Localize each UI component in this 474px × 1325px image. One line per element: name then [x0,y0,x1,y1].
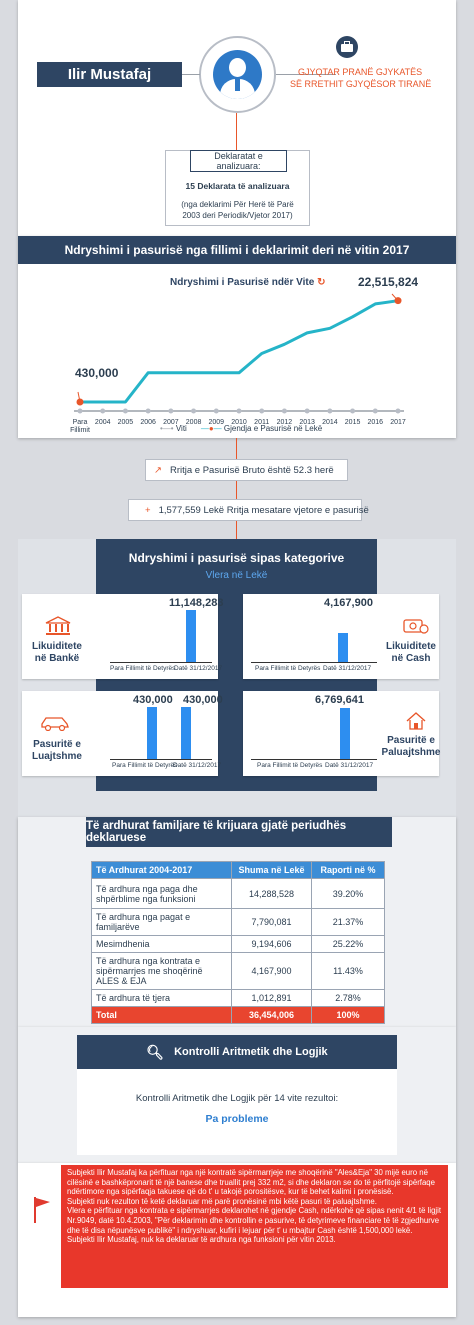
axis-label-before-movable: Para Fillimit të Detyrës [112,762,178,769]
x-tick-label: 2005 [117,419,134,426]
x-tick-dot [373,409,378,414]
x-tick-label: 2009 [208,419,225,426]
category-value-after-movable: 430,000 [183,694,223,706]
control-header [77,1035,397,1069]
axis-label-after-cash: Datë 31/12/2017 [323,665,372,672]
annual-growth-text: 1,577,559 Lekë Rritja mesatare vjetore e pasurisë [158,504,369,516]
table-row: Të ardhura nga paga dhe shpërblime nga funksioni 14,288,528 39.20% [92,879,385,909]
avatar [199,36,276,113]
growth-ratio-box [145,459,348,481]
x-tick-label: 2011 [254,419,270,426]
declarations-count: 15 Deklarata të analizuara [185,181,290,191]
legend-years-marker: •—• [160,424,174,433]
x-tick-label: 2016 [367,419,384,426]
bar-after-cash [338,633,348,662]
categories-title: Ndryshimi i pasurisë sipas kategorive [128,551,345,565]
declarations-box [165,150,310,226]
income-col-source: Të Ardhurat 2004-2017 [92,862,232,879]
category-label-immovable: Pasuritë e Paluajtshme [381,735,441,758]
bar-after-immovable [340,708,350,759]
x-tick-dot [214,409,219,414]
category-card-movable [22,691,223,776]
x-tick-dot [327,409,332,414]
briefcase-icon [336,36,358,58]
category-card-immovable [243,691,439,776]
category-value-after-immovable: 6,769,641 [315,694,364,706]
declarations-detail: (nga deklarimi Për Herë të Parë 2003 deri Periodik/Vjetor 2017) [181,200,294,220]
income-table-wrap [91,861,385,1024]
category-card-cash [243,594,439,679]
wealth-start-label: 430,000 [75,366,119,380]
control-result-line: Kontrolli Aritmetik dhe Logjik për 14 vite rezultoi: [135,1093,339,1104]
axis-label-after-bank: Datë 31/12/2017 [174,665,223,672]
category-value-after-cash: 4,167,900 [324,597,373,609]
axis-label-after-movable: Datë 31/12/2017 [173,762,222,769]
category-card-bank [22,594,224,679]
income-title: Të ardhurat familjare të krijuara gjatë periudhës deklaruese [86,820,347,844]
category-value-before-movable: 430,000 [133,694,173,706]
x-tick-dot [123,409,128,414]
x-tick-dot [168,409,173,414]
magnifier-chart-icon: 🔍︎ [146,1043,165,1060]
control-title: Kontrolli Aritmetik dhe Logjik [174,1046,328,1058]
income-col-amount: Shuma në Lekë [232,862,312,879]
control-result-value: Pa probleme [205,1113,269,1125]
wealth-point [77,399,84,406]
refresh-icon: ↻ [317,277,326,288]
note-text-1: Subjekti Ilir Mustafaj ka përfituar nga një kontratë sipërmarrjeje me shoqërinë "Ales&Eja" 30 mijë euro në cilësinë e bashkëpronarit të një banese dhe truallit prej 332 m2, si dhe deklaron se do të përfitojë sipërfaqe ndërtimore nga sipërfaqja takuese që do t' u takojë porositësve, kur të behet kalimi i pronësisë. [67,1168,435,1197]
wealth-series-line [80,301,398,402]
income-col-percent: Raporti në % [312,862,385,879]
x-tick-dot [259,409,264,414]
legend-wealth-label: Gjendja e Pasurisë në Lekë [223,424,323,433]
x-tick-dot [237,409,242,414]
role-text: GJYQTAR PRANË GJYKATËS SË RRETHIT GJYQËSOR TIRANË [290,67,432,89]
x-tick-label: 2014 [322,419,338,426]
x-tick-dot [350,409,355,414]
bar-after-movable [181,707,191,759]
x-tick-label: 2012 [276,419,293,426]
notes-box [61,1165,448,1288]
note-text-4: Subjekti Ilir Mustafaj, nuk ka deklaruar të ardhura nga funksioni për vitin 2013. [67,1235,336,1245]
wealth-end-label: 22,515,824 [358,275,419,289]
wealth-legend [160,424,322,433]
flag-icon [32,1196,52,1224]
category-label-bank: Likuiditete në Bankë [31,641,82,664]
table-total-row: Total 36,454,006 100% [92,1007,385,1024]
table-row: Të ardhura nga kontrata e sipërmarrjes me shoqërinë ALES & EJA 4,167,900 11.43% [92,953,385,990]
category-value-after-bank: 11,148,283 [169,597,224,609]
axis-label-before-bank: Para Fillimit të Detyrës [110,665,176,672]
x-tick-dot [100,409,105,414]
table-row: Mesimdhenia 9,194,606 25.22% [92,936,385,953]
x-tick-dot [305,409,310,414]
categories-subtitle: Vlera në Lekë [205,570,268,581]
legend-years-label: Viti [175,424,187,433]
axis-label-before-immovable: Para Fillimit të Detyrës [257,762,323,769]
axis-label-after-immovable: Datë 31/12/2017 [325,762,374,769]
note-text-2: Subjekti nuk rezulton të ketë deklaruar më parë pronësinë mbi këtë pasuri të paluajtshme. [67,1196,377,1206]
bank-icon [44,616,72,636]
income-table-header-row [92,862,385,879]
x-tick-dot [282,409,287,414]
legend-wealth-marker: —●— [200,424,222,433]
note-text-3: Vlera e përfituar nga kontrata e sipërmarrjes deklarohet në gjendje Cash, ndërkohë që sipas nenit 4/1 të ligjit Nr.9049, datë 10.4.2003, "Për deklarimin dhe kontrollin e pasurive, të detyrimeve financiare të të zgjedhurve dhe të disa nëpunësve publikë" i ndryshuar, kufiri i lejuar për t' u mbajtur Cash është 1,500,000 lekë. [67,1206,442,1235]
wealth-chart-header [18,236,456,264]
x-tick-dot [396,409,401,414]
house-icon [405,711,427,731]
x-tick-label: 2013 [299,419,315,426]
x-tick-label: 2008 [185,419,202,426]
x-tick-label: 2015 [344,419,361,426]
plus-icon: + [145,504,151,516]
annual-growth-box [128,499,369,521]
wealth-line-chart [18,264,456,438]
x-tick-label: 2017 [390,419,406,426]
trend-up-icon: ↗ [154,464,162,476]
name-banner [37,62,182,87]
wealth-chart-title: Ndryshimi i pasurisë nga fillimi i deklarimit deri në vitin 2017 [64,243,410,257]
axis-label-before-cash: Para Fillimit të Detyrës [255,665,321,672]
income-header [86,817,392,847]
category-label-cash: Likuiditete në Cash [385,641,436,664]
x-tick-label: 2010 [231,419,247,426]
x-tick-dot [191,409,196,414]
x-tick-label: 2006 [140,419,156,426]
category-label-movable: Pasuritë e Luajtshme [31,739,82,762]
wealth-point [395,297,402,304]
declarations-title: Deklaratat e analizuara: [214,151,263,171]
x-tick-dot [78,409,83,414]
cash-icon [403,616,429,636]
bar-before-movable [147,707,157,759]
table-row: Të ardhura nga pagat e familjarëve 7,790,081 21.37% [92,909,385,936]
car-icon [40,713,70,731]
table-row: Të ardhura të tjera 1,012,891 2.78% [92,990,385,1007]
x-tick-label: 2004 [94,419,111,426]
control-result-box [77,1069,397,1155]
income-table [91,861,385,1024]
wealth-chart-subtitle: Ndryshimi i Pasurisë ndër Vite ↻ [170,277,326,288]
growth-ratio-text: Rritja e Pasurisë Bruto është 52.3 herë [169,464,334,476]
x-tick-dot [146,409,151,414]
x-tick-label: Para Fillimit [70,419,90,434]
x-tick-label: 2007 [163,419,179,426]
bar-after-bank [186,610,196,662]
person-icon [213,50,262,99]
person-name: Ilir Mustafaj [67,66,152,83]
